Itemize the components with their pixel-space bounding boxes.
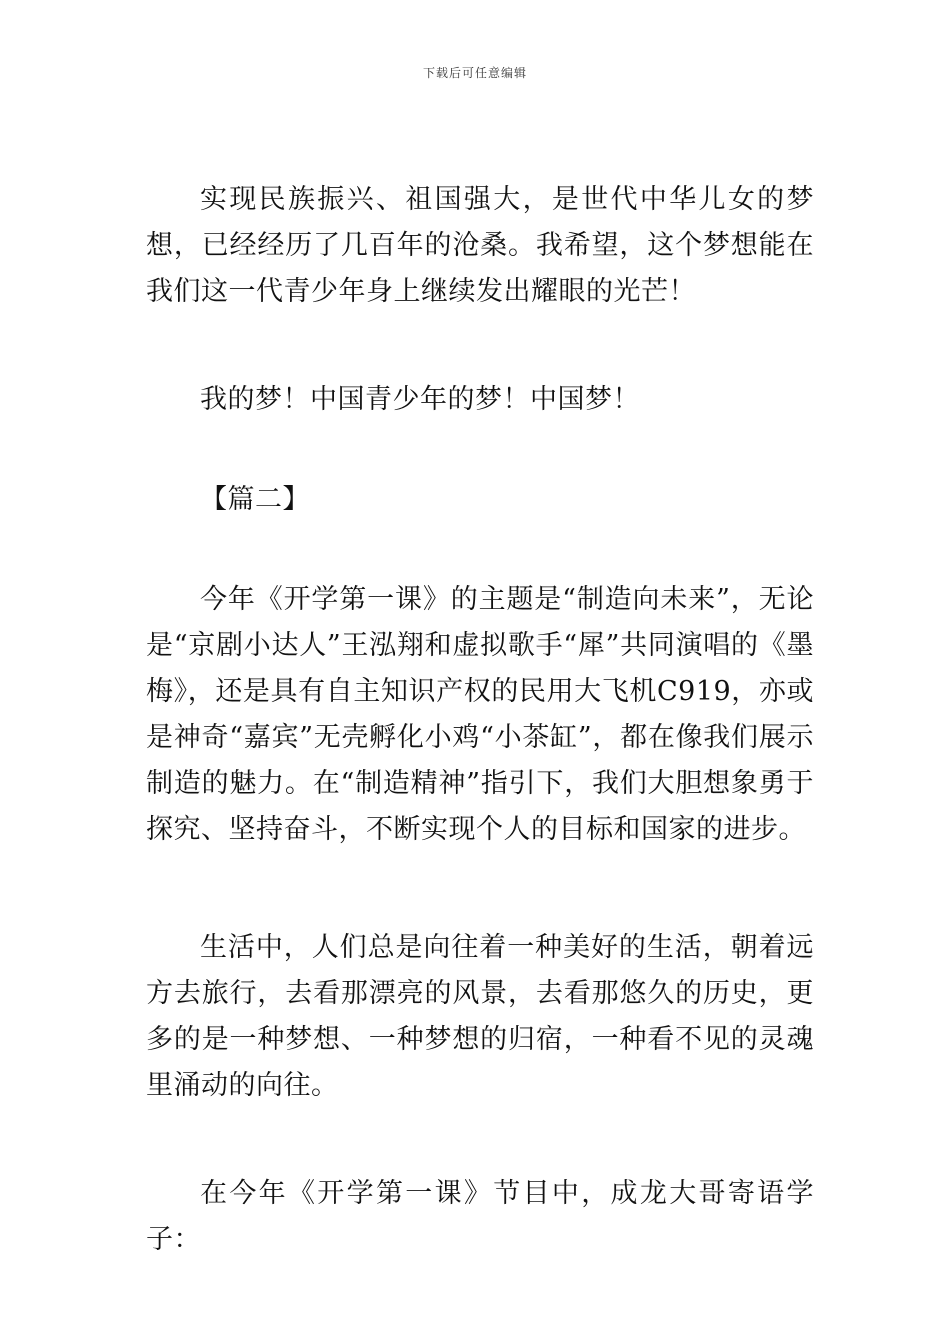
paragraph-national-dream: 实现民族振兴、祖国强大，是世代中华儿女的梦想，已经经历了几百年的沧桑。我希望，这个梦想能在我们这一代青少年身上继续发出耀眼的光芒！ xyxy=(146,184,814,307)
paragraph-my-dream: 我的梦！中国青少年的梦！中国梦！ xyxy=(200,384,640,415)
page-header: 下载后可任意编辑 xyxy=(422,66,527,80)
paragraph-life-aspiration: 生活中，人们总是向往着一种美好的生活，朝着远方去旅行，去看那漂亮的风景，去看那悠久的历史，更多的是一种梦想、一种梦想的归宿，一种看不见的灵魂里涌动的向往。 xyxy=(146,932,814,1101)
paragraph-jackie-chan-message: 在今年《开学第一课》节目中，成龙大哥寄语学子： xyxy=(146,1178,814,1255)
section-heading-part-two: 【篇二】 xyxy=(200,484,310,515)
paragraph-first-lesson-theme: 今年《开学第一课》的主题是“制造向未来”，无论是“京剧小达人”王泓翔和虚拟歌手“犀”共同演唱的《墨梅》，还是具有自主知识产权的民用大飞机C919，亦或是神奇“嘉宾”无壳孵化小鸡“小茶缸”，都在像我们展示制造的魅力。在“制造精神”指引下，我们大胆想象勇于探究、坚持奋斗，不断实现个人的目标和国家的进步。 xyxy=(146,584,814,845)
